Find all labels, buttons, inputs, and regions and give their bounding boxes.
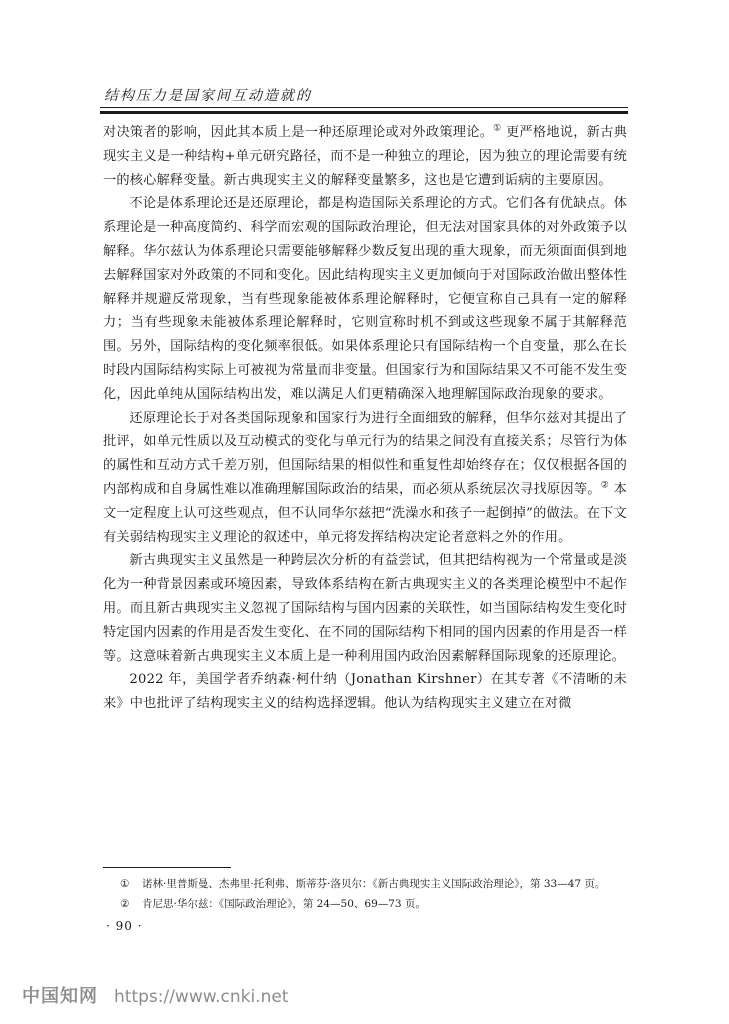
footnote-item: [120, 874, 630, 894]
footnotes: [120, 874, 630, 914]
watermark-brand: 中国知网: [22, 986, 98, 1007]
paragraph: [103, 668, 627, 716]
footnote-rule: [103, 867, 231, 868]
footnote-mark: ①: [120, 878, 130, 890]
footnote-ref[interactable]: ②: [600, 480, 610, 491]
page-number: · 90 ·: [106, 919, 143, 933]
paragraph-text: 2022 年，美国学者乔纳森·柯什纳（Jonathan Kirshner）在其专著《不清晰的未来》中也批评了结构现实主义的结构选择逻辑。他认为结构现实主义建立在对微: [103, 672, 627, 712]
footnote-text: 肯尼思·华尔兹：《国际政治理论》，第 24—50、69—73 页。: [142, 898, 426, 910]
footnote-mark: ②: [120, 898, 130, 910]
header-rule-thin: [100, 107, 628, 108]
footnote-ref[interactable]: ①: [493, 123, 502, 134]
paragraph-text: 不论是体系理论还是还原理论，都是构造国际关系理论的方式。它们各有优缺点。体系理论是一种高度简约、科学而宏观的国际政治理论，但无法对国家具体的对外政策予以解释。华尔兹认为体系理论只需要能够解释少数反复出现的重大现象，而无须面面俱到地去解释国家对外政策的不同和变化。因此结构现实主义更加倾向于对国际政治做出整体性解释并规避反常现象，当有些现象能被体系理论解释时，它便宣称自己具有一定的解释力；当有些现象未能被体系理论解释时，它则宣称时机不到或这些现象不属于其解释范围。另外，国际结构的变化频率很低。如果体系理论只有国际结构一个自变量，那么在长时段内国际结构实际上可被视为常量而非变量。但国家行为和国际结果又不可能不发生变化，因此单纯从国际结构出发，难以满足人们更精确深入地理解国际政治现象的要求。: [103, 196, 627, 402]
watermark-url: https://www.cnki.net: [114, 987, 289, 1007]
paragraph-text: 新古典现实主义虽然是一种跨层次分析的有益尝试，但其把结构视为一个常量或是淡化为一种背景因素或环境因素，导致体系结构在新古典现实主义的各类理论模型中不起作用。而且新古典现实主义忽视了国际结构与国内因素的关联性，如当国际结构发生变化时特定国内因素的作用是否发生变化、在不同的国际结构下相同的国内因素的作用是否一样等。这意味着新古典现实主义本质上是一种利用国内政治因素解释国际现象的还原理论。: [103, 553, 627, 664]
watermark: [22, 982, 288, 1008]
paragraph-text: 对决策者的影响，因此其本质上是一种还原理论或对外政策理论。: [103, 125, 494, 140]
paragraph: [103, 407, 627, 550]
paragraph-text: 更严格地说，新古典现实主义是一种结构+单元研究路径，而不是一种独立的理论，因为独立的理论需要有统一的核心解释变量。新古典现实主义的解释变量繁多，这也是它遭到诟病的主要原因。: [103, 125, 627, 188]
paragraph: [103, 121, 627, 192]
header-rule-thick: [100, 111, 628, 114]
running-head: 结构压力是国家间互动造就的: [104, 88, 312, 104]
paragraph-text: 本文一定程度上认可这些观点，但不认同华尔兹把“洗澡水和孩子一起倒掉”的做法。在下文有关弱结构现实主义理论的叙述中，单元将发挥结构决定论者意料之外的作用。: [103, 481, 627, 545]
paragraph: [103, 192, 627, 406]
paragraph-text: 还原理论长于对各类国际现象和国家行为进行全面细致的解释，但华尔兹对其提出了批评，如单元性质以及互动模式的变化与单元行为的结果之间没有直接关系；尽管行为体的属性和互动方式千差万别，但国际结果的相似性和重复性却始终存在；仅仅根据各国的内部构成和自身属性难以准确理解国际政治的结果，而必须从系统层次寻找原因等。: [103, 410, 627, 497]
footnote-text: 诺林·里普斯曼、杰弗里·托利弗、斯蒂芬·洛贝尔：《新古典现实主义国际政治理论》，第 33—47 页。: [142, 878, 606, 890]
body-text: [103, 121, 627, 716]
footnote-item: [120, 894, 630, 914]
paragraph: [103, 549, 627, 668]
